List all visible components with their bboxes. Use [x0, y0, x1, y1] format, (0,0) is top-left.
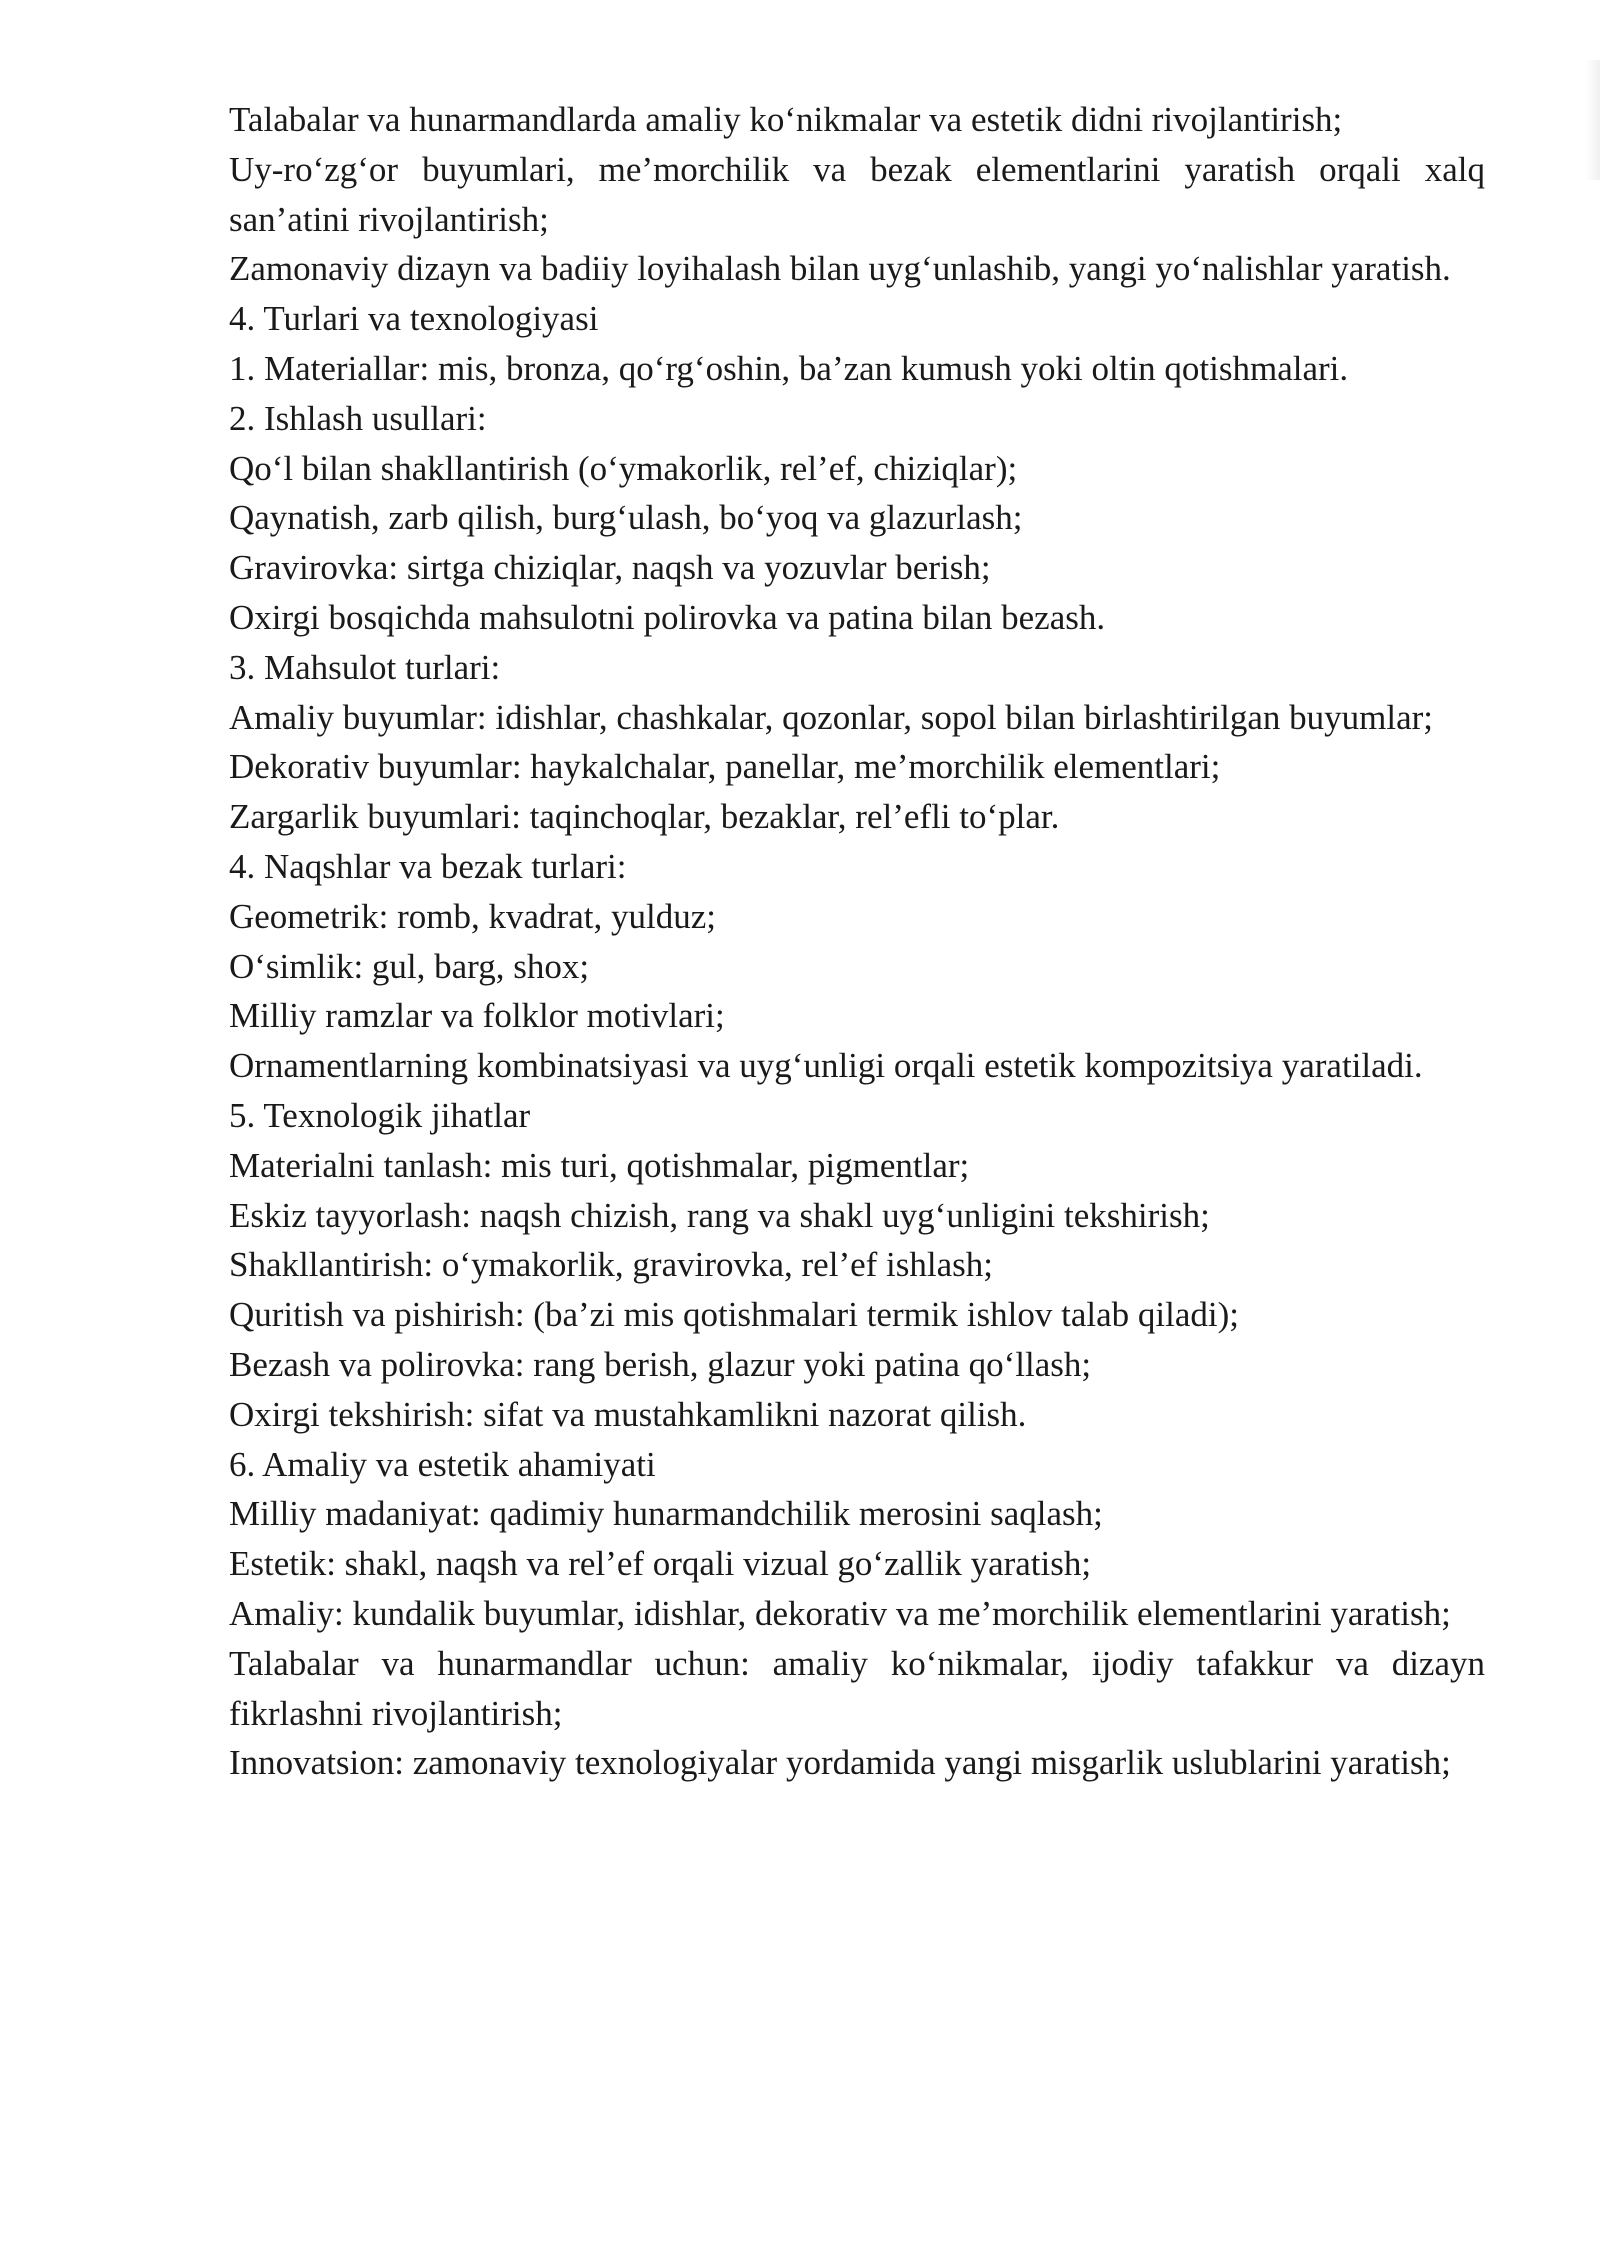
paragraph-students-artisans: Talabalar va hunarmandlar uchun: amaliy ko‘nikmalar, ijodiy tafakkur va dizayn fikrlashni rivojlantirish; — [229, 1643, 1485, 1733]
paragraph-aesthetic: Estetik: shakl, naqsh va rel’ef orqali vizual go‘zallik yaratish; — [229, 1544, 1092, 1584]
paragraph-practical: Amaliy: kundalik buyumlar, idishlar, dekorativ va me’morchilik elementlarini yaratish; — [229, 1593, 1451, 1633]
paragraph-engraving: Gravirovka: sirtga chiziqlar, naqsh va yozuvlar berish; — [229, 548, 991, 588]
paragraph-folk-art: Uy-ro‘zg‘or buyumlari, me’morchilik va bezak elementlarini yaratish orqali xalq san’atini rivojlantirish; — [229, 149, 1485, 239]
section-heading-significance: 6. Amaliy va estetik ahamiyati — [229, 1444, 656, 1484]
paragraph-sketch-preparation: Eskiz tayyorlash: naqsh chizish, rang va shakl uyg‘unligini tekshirish; — [229, 1195, 1210, 1235]
paragraph-innovative: Innovatsion: zamonaviy texnologiyalar yordamida yangi misgarlik uslublarini yaratish; — [229, 1743, 1451, 1783]
list-item-materials: 1. Materiallar: mis, bronza, qo‘rg‘oshin, ba’zan kumush yoki oltin qotishmalari. — [229, 348, 1349, 388]
paragraph-drying-firing: Quritish va pishirish: (ba’zi mis qotishmalari termik ishlov talab qiladi); — [229, 1295, 1239, 1335]
list-item-working-methods: 2. Ishlash usullari: — [229, 398, 487, 438]
paragraph-national-symbols: Milliy ramzlar va folklor motivlari; — [229, 996, 725, 1036]
paragraph-final-inspection: Oxirgi tekshirish: sifat va mustahkamlikni nazorat qilish. — [229, 1394, 1027, 1434]
paragraph-practical-items: Amaliy buyumlar: idishlar, chashkalar, qozonlar, sopol bilan birlashtirilgan buyumlar; — [229, 697, 1433, 737]
paragraph-geometric: Geometrik: romb, kvadrat, yulduz; — [229, 896, 716, 936]
paragraph-hand-shaping: Qo‘l bilan shakllantirish (o‘ymakorlik, rel’ef, chiziqlar); — [229, 448, 1018, 488]
page-edge-shadow — [1586, 60, 1600, 180]
paragraph-decoration-polishing: Bezash va polirovka: rang berish, glazur yoki patina qo‘llash; — [229, 1344, 1092, 1384]
section-heading-technological-aspects: 5. Texnologik jihatlar — [229, 1095, 531, 1135]
document-page — [229, 95, 1485, 1788]
paragraph-jewelry-items: Zargarlik buyumlari: taqinchoqlar, bezaklar, rel’efli to‘plar. — [229, 797, 1060, 837]
list-item-patterns: 4. Naqshlar va bezak turlari: — [229, 846, 627, 886]
list-item-product-types: 3. Mahsulot turlari: — [229, 647, 501, 687]
paragraph-shaping: Shakllantirish: o‘ymakorlik, gravirovka, rel’ef ishlash; — [229, 1245, 993, 1285]
paragraph-decorative-items: Dekorativ buyumlar: haykalchalar, panellar, me’morchilik elementlari; — [229, 747, 1221, 787]
paragraph-floral: O‘simlik: gul, barg, shox; — [229, 946, 590, 986]
paragraph-modern-design: Zamonaviy dizayn va badiiy loyihalash bilan uyg‘unlashib, yangi yo‘nalishlar yaratish. — [229, 249, 1451, 289]
paragraph-skills-aesthetics: Talabalar va hunarmandlarda amaliy ko‘nikmalar va estetik didni rivojlantirish; — [229, 100, 1343, 139]
section-heading-types-technology: 4. Turlari va texnologiyasi — [229, 299, 599, 339]
paragraph-national-culture: Milliy madaniyat: qadimiy hunarmandchilik merosini saqlash; — [229, 1494, 1103, 1534]
paragraph-final-stage: Oxirgi bosqichda mahsulotni polirovka va patina bilan bezash. — [229, 597, 1106, 637]
paragraph-ornament-combination: Ornamentlarning kombinatsiyasi va uyg‘unligi orqali estetik kompozitsiya yaratiladi. — [229, 1046, 1423, 1086]
paragraph-boiling-forging: Qaynatish, zarb qilish, burg‘ulash, bo‘yoq va glazurlash; — [229, 498, 1023, 538]
paragraph-material-selection: Materialni tanlash: mis turi, qotishmalar, pigmentlar; — [229, 1145, 970, 1185]
